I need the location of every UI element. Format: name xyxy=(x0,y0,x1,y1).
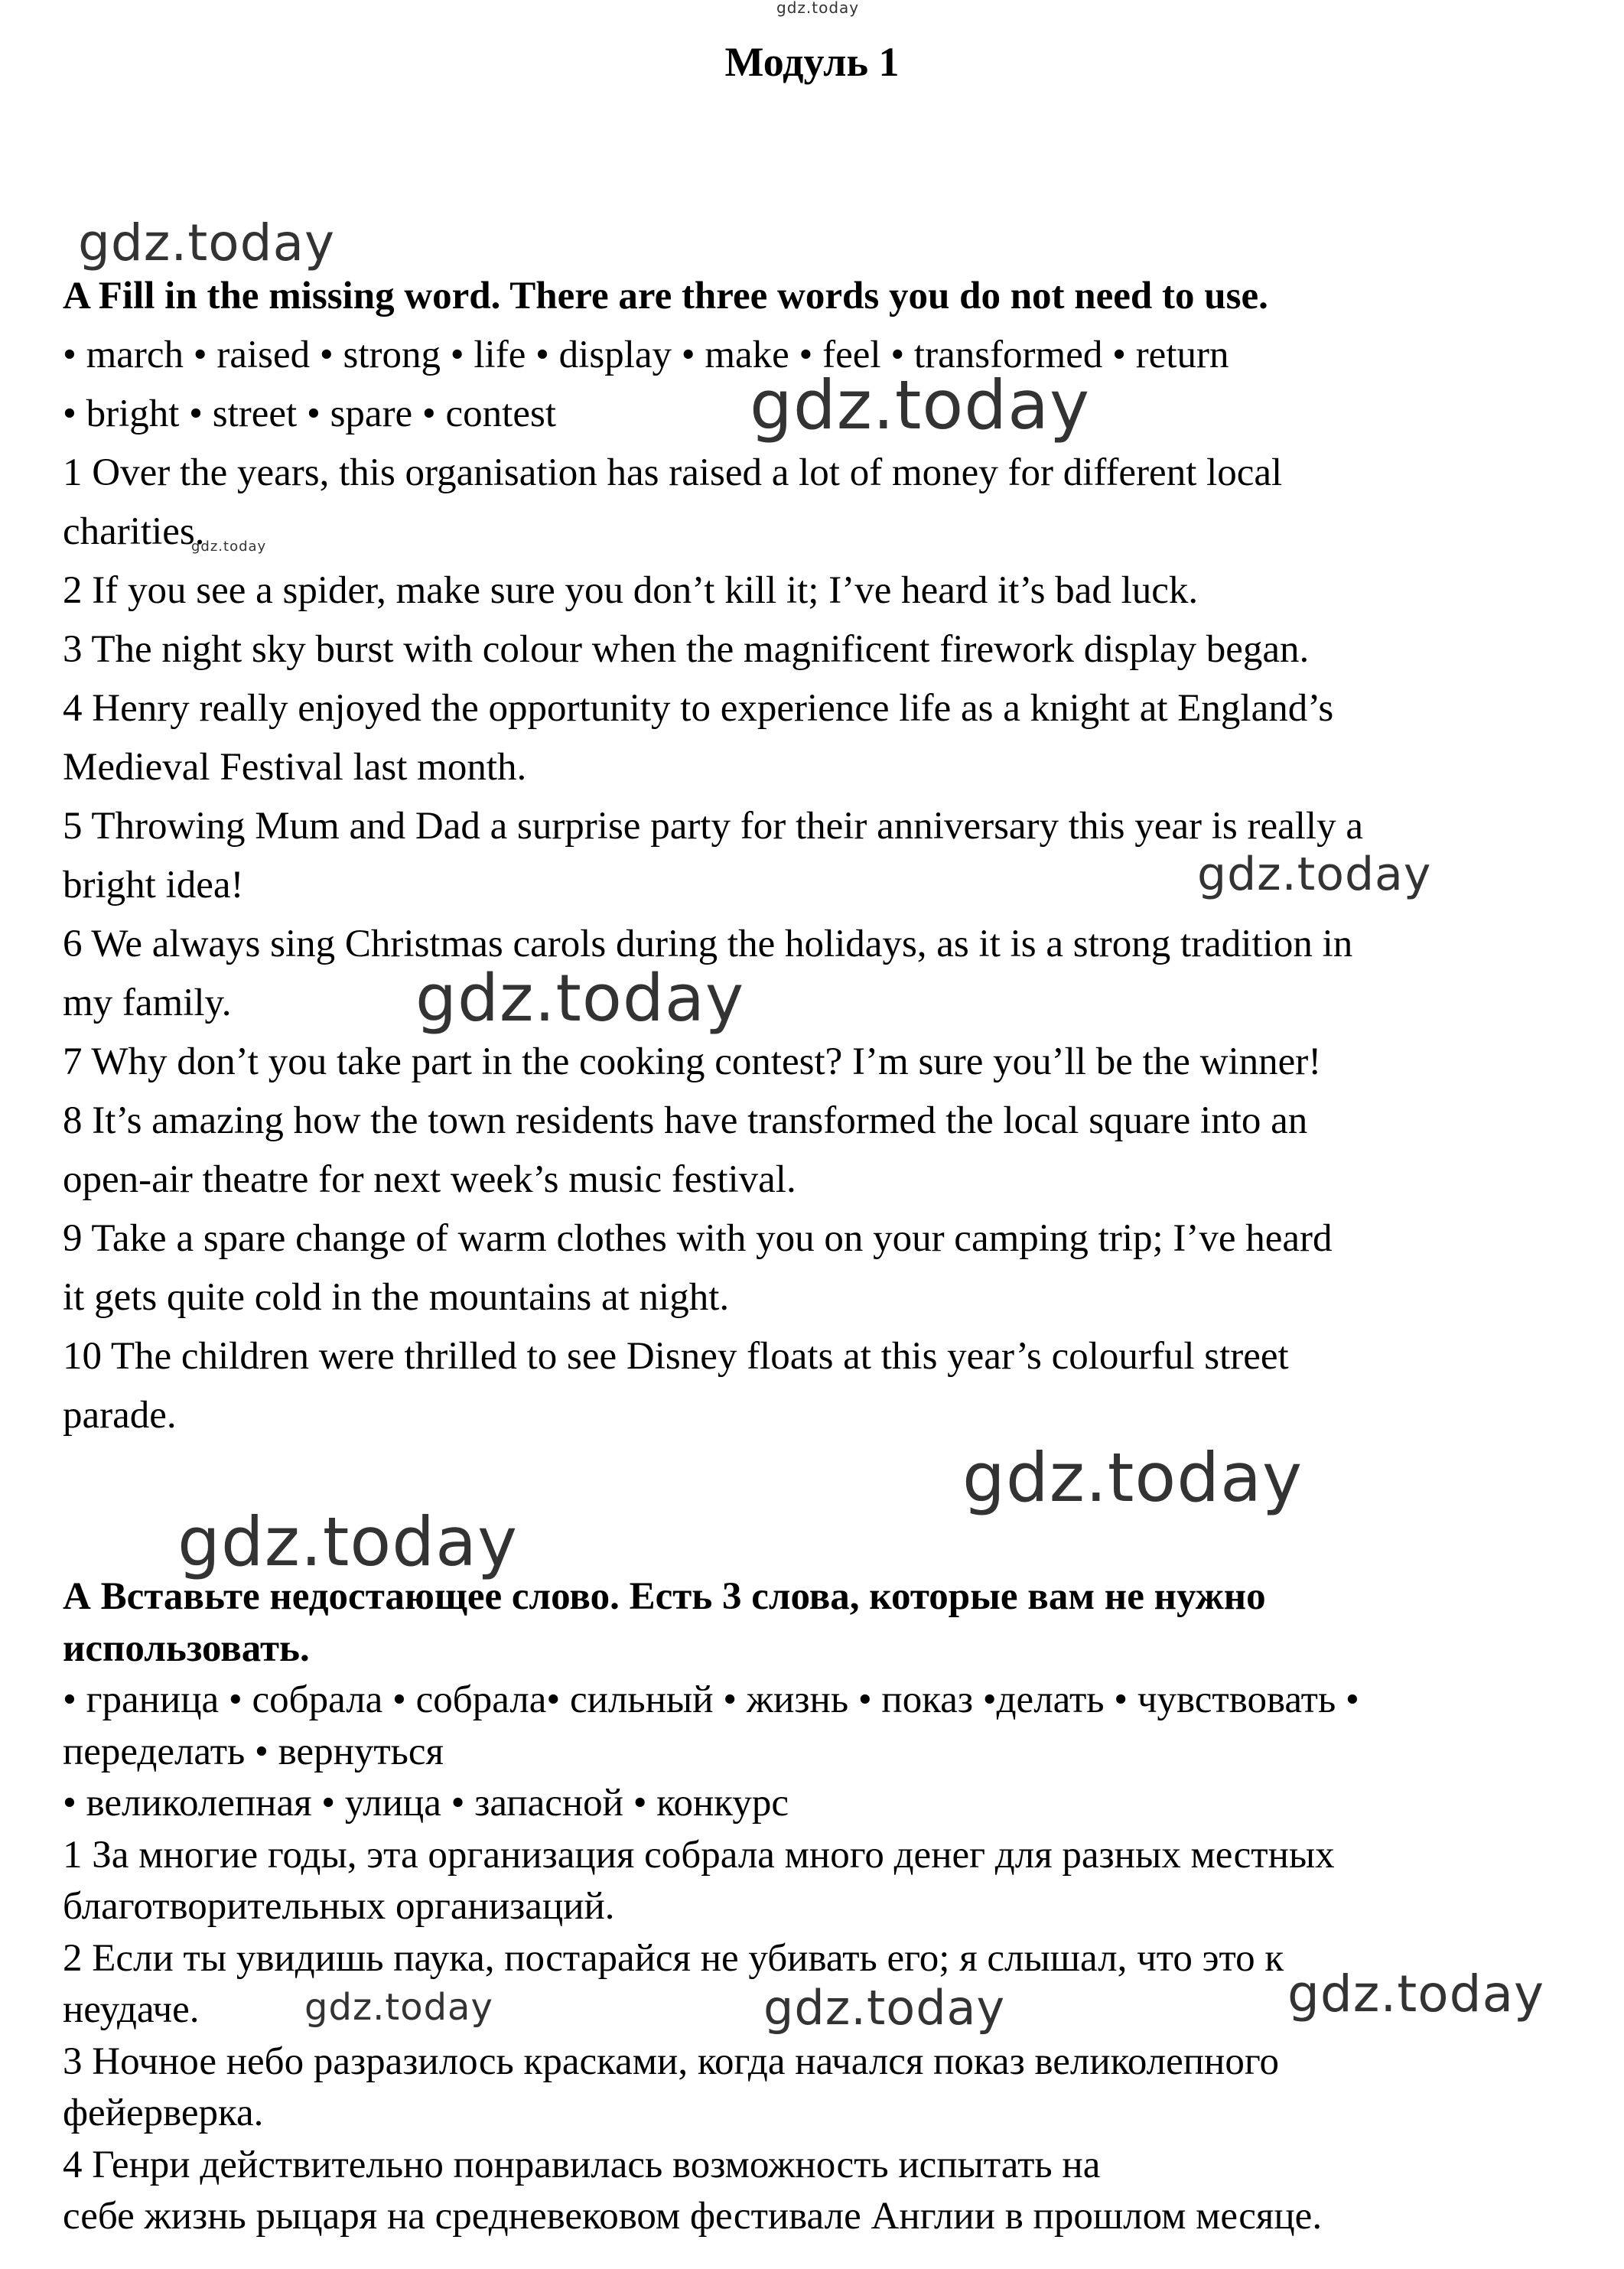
russian-instruction: А Вставьте недостающее слово. Есть 3 слова, которые вам не нужно xyxy=(63,1575,1266,1618)
word-bank-line: • march • raised • strong • life • display • make • feel • transformed • return xyxy=(63,334,1229,376)
watermark: gdz.today xyxy=(750,366,1091,444)
exercise-line: 2 If you see a spider, make sure you don’t kill it; I’ve heard it’s bad luck. xyxy=(63,569,1199,612)
watermark: gdz.today xyxy=(1197,848,1432,901)
exercise-line: 5 Throwing Mum and Dad a surprise party for their anniversary this year is really a xyxy=(63,805,1363,848)
exercise-line: Medieval Festival last month. xyxy=(63,746,527,789)
watermark: gdz.today xyxy=(763,1980,1006,2036)
page-title: Модуль 1 xyxy=(724,39,900,85)
exercise-line: 6 We always sing Christmas carols during the holidays, as it is a strong tradition in xyxy=(63,923,1353,965)
watermark-top: gdz.today xyxy=(776,0,860,17)
watermark: gdz.today xyxy=(962,1438,1303,1517)
watermark: gdz.today xyxy=(415,961,745,1037)
exercise-line: 10 The children were thrilled to see Disney floats at this year’s colourful street xyxy=(63,1335,1289,1378)
word-bank-line: • bright • street • spare • contest xyxy=(63,392,556,435)
russian-instruction: использовать. xyxy=(63,1626,310,1670)
exercise-line: 4 Генри действительно понравилась возможность испытать на xyxy=(63,2143,1101,2186)
exercise-line: charities. xyxy=(63,510,205,553)
exercise-line: my family. xyxy=(63,981,232,1024)
watermark: gdz.today xyxy=(1287,1965,1545,2023)
exercise-line: переделать • вернуться xyxy=(63,1730,444,1773)
exercise-line: 7 Why don’t you take part in the cooking contest? I’m sure you’ll be the winner! xyxy=(63,1040,1322,1083)
watermark: gdz.today xyxy=(191,539,267,555)
exercise-line: фейерверка. xyxy=(63,2092,264,2134)
exercise-line: it gets quite cold in the mountains at night. xyxy=(63,1276,730,1319)
exercise-line: 4 Henry really enjoyed the opportunity to experience life as a knight at England’s xyxy=(63,687,1334,730)
exercise-line: благотворительных организаций. xyxy=(63,1885,615,1928)
exercise-line: 1 За многие годы, эта организация собрала много денег для разных местных xyxy=(63,1833,1335,1877)
watermark: gdz.today xyxy=(304,1986,493,2029)
russian-exercise xyxy=(63,1571,1574,2243)
english-instruction: A Fill in the missing word. There are three words you do not need to use. xyxy=(63,275,1268,317)
watermark: gdz.today xyxy=(177,1502,519,1581)
exercise-line: 3 The night sky burst with colour when the magnificent firework display began. xyxy=(63,628,1310,671)
exercise-line: 9 Take a spare change of warm clothes with you on your camping trip; I’ve heard xyxy=(63,1217,1333,1260)
exercise-line: 3 Ночное небо разразилось красками, когда начался показ великолепного xyxy=(63,2039,1279,2083)
exercise-line: • граница • собрала • собрала• сильный • жизнь • показ •делать • чувствовать • xyxy=(63,1678,1359,1721)
exercise-line: 8 It’s amazing how the town residents have transformed the local square into an xyxy=(63,1099,1308,1142)
exercise-line: 2 Если ты увидишь паука, постарайся не убивать его; я слышал, что это к xyxy=(63,1936,1284,1980)
exercise-line: • великолепная • улица • запасной • конкурс xyxy=(63,1782,789,1825)
exercise-line: parade. xyxy=(63,1394,177,1437)
exercise-line: неудаче. xyxy=(63,1988,200,2031)
exercise-line: 1 Over the years, this organisation has raised a lot of money for different local xyxy=(63,451,1283,494)
watermark: gdz.today xyxy=(78,213,336,272)
english-exercise xyxy=(63,267,1574,1445)
exercise-line: open-air theatre for next week’s music festival. xyxy=(63,1158,796,1201)
exercise-line: bright idea! xyxy=(63,864,244,907)
exercise-line: себе жизнь рыцаря на средневековом фестивале Англии в прошлом месяце. xyxy=(63,2195,1323,2238)
